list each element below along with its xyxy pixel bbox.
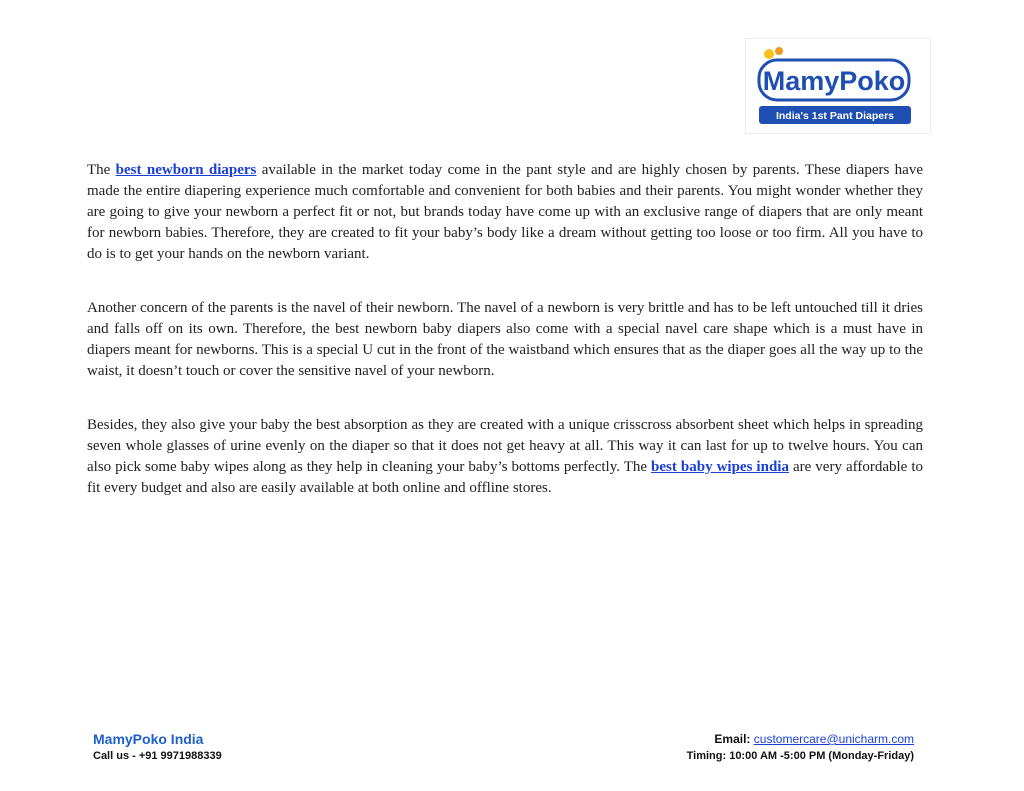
logo-dot-yellow [764,49,774,59]
best-baby-wipes-link[interactable]: best baby wipes india [651,459,789,475]
p3-text-end: are very affordable to fit every budget and also are easily available at both online and offline stores. [87,459,923,496]
p3-text-start: Besides, they also give your baby the best absorption as they are created with a unique crisscross absorbent sheet which helps in spreading seven whole glasses of urine evenly on the diaper so that it does not get heavy at all. This way it can last for up to twelve hours. You can also pick some baby wipes along as they help in cleaning your baby’s bottoms perfectly. The [87,417,923,475]
paragraph-newborn-diapers [87,160,923,265]
footer-email-row [687,729,914,749]
logo-graphic [745,38,931,134]
footer-brand: MamyPoko India [93,731,204,747]
p1-text-end: available in the market today come in the pant style and are highly chosen by parents. These diapers have made the entire diapering experience much comfortable and convenient for both babies and their parents. You might wonder whether they are going to give your newborn a perfect fit or not, but brands today have come up with an exclusive range of diapers that are only meant for newborn babies. Therefore, they are created to fit your baby’s body like a dream without getting too loose or too firm. All you have to do is to get your hands on the newborn variant. [87,162,923,262]
article-body [87,160,923,532]
paragraph-absorption [87,415,923,499]
logo-tagline: India's 1st Pant Diapers [775,110,895,122]
footer-email-label: Email: [714,732,751,746]
footer-contact-left [93,729,222,762]
footer-email-link[interactable]: customercare@unicharm.com [753,732,914,746]
mamypoko-logo [745,38,931,134]
best-newborn-diapers-link[interactable]: best newborn diapers [115,162,257,178]
logo-dot-orange [775,47,783,55]
footer-contact-right [687,729,914,762]
logo-wordmark: MamyPoko [762,66,906,96]
p1-text-start: The [87,162,116,178]
paragraph-navel-care: Another concern of the parents is the navel of their newborn. The navel of a newborn is very brittle and has to be left untouched till it dries and falls off on its own. Therefore, the best newborn baby diapers also come with a special navel care shape which is a must have in diapers meant for newborns. This is a special U cut in the front of the waistband which ensures that as the diaper goes all the way up to the waist, it doesn’t touch or cover the sensitive navel of your newborn. [87,300,923,379]
footer-timing: Timing: 10:00 AM -5:00 PM (Monday-Friday) [686,750,914,762]
footer-phone: Call us - +91 9971988339 [93,750,222,762]
